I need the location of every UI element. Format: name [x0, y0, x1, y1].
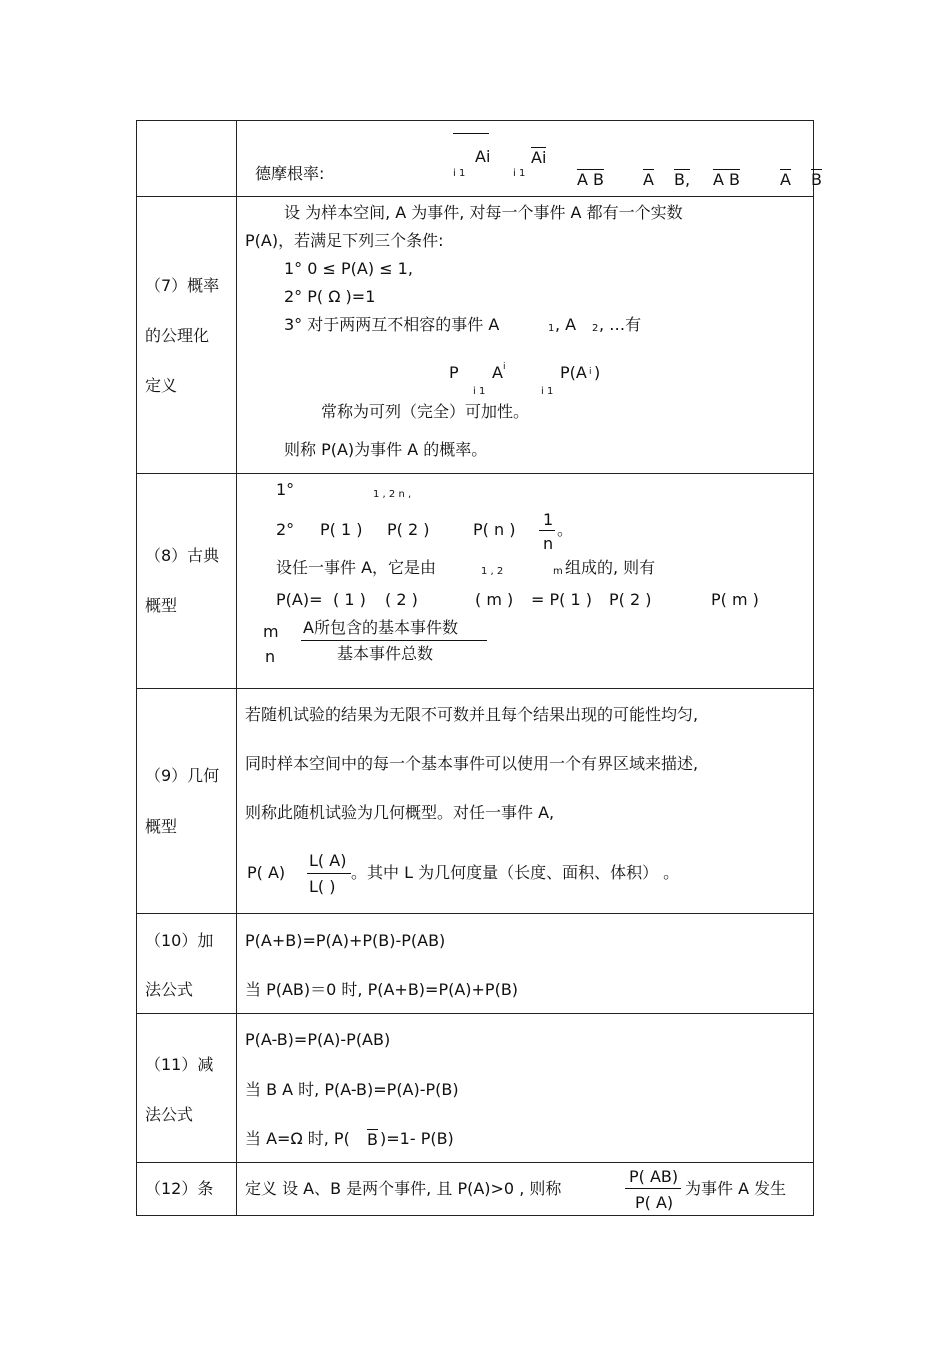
- table-row: [137, 914, 814, 1014]
- text-line: 设任一事件 A，它是由: [276, 558, 437, 577]
- row-label: （11）减: [145, 1055, 214, 1074]
- sum-index: i 1: [541, 386, 554, 397]
- label-cell: [137, 1014, 237, 1163]
- label-block: [137, 1163, 236, 1215]
- row-label: 法公式: [145, 1105, 194, 1124]
- fraction-denominator: L( ): [309, 877, 336, 896]
- label-cell: [137, 689, 237, 914]
- row-label: （9）几何: [145, 766, 220, 785]
- item-number: 1°: [276, 480, 295, 499]
- condition-1: 1° 0 ≤ P(A) ≤ 1,: [284, 259, 413, 278]
- formula-line: 当 B A 时, P(A-B)=P(A)-P(B): [245, 1080, 459, 1099]
- item-number: 2°: [276, 520, 295, 539]
- content-cell: [237, 689, 814, 914]
- subscript: i: [589, 367, 592, 377]
- table-row: [137, 689, 814, 914]
- conditional-probability: [237, 1163, 813, 1215]
- formula-line: 当 A=Ω 时, P(: [245, 1129, 350, 1148]
- label-cell: [137, 1163, 237, 1216]
- fraction-denominator: P( A): [635, 1193, 674, 1212]
- row-label: （10）加: [145, 931, 214, 950]
- label-block: [137, 1014, 236, 1162]
- table-row: [137, 1014, 814, 1163]
- fraction-numerator: 1: [543, 510, 554, 529]
- text-line: 设 为样本空间, A 为事件, 对每一个事件 A 都有一个实数: [284, 203, 683, 222]
- condition-2: 2° P( Ω )=1: [284, 287, 376, 306]
- formula-p: P: [449, 363, 459, 382]
- subscript: m: [553, 566, 563, 577]
- overline-b: B,: [674, 170, 691, 189]
- content-cell: [237, 197, 814, 474]
- formula-term: ( 2 ): [385, 590, 418, 609]
- formula-pa: P(A: [560, 363, 587, 382]
- text-line: 。其中 L 为几何度量（长度、面积、体积） 。: [351, 863, 680, 882]
- content-cell: [237, 1163, 814, 1216]
- fraction-bar: [539, 530, 555, 531]
- geometric-model: [237, 689, 813, 913]
- formula-term: = P( 1 ): [531, 590, 592, 609]
- complement-b: B: [367, 1130, 378, 1149]
- formula-line: P(A-B)=P(A)-P(AB): [245, 1030, 391, 1049]
- row-label: （12）条: [145, 1179, 214, 1198]
- text-fragment: 。: [557, 520, 574, 539]
- row-label: 概型: [145, 817, 178, 836]
- label-block: [137, 689, 236, 913]
- fraction-bar: [625, 1188, 681, 1189]
- label-cell: [137, 914, 237, 1014]
- overline-a: A: [780, 170, 791, 189]
- outcome-sequence: 1 , 2 n ,: [373, 489, 412, 500]
- condition-3: 3° 对于两两互不相容的事件 A: [284, 315, 500, 334]
- subscript: i: [503, 362, 506, 372]
- overline-b: B: [811, 170, 822, 189]
- formula-term: P( 1 ): [320, 520, 363, 539]
- text-line: 若随机试验的结果为无限不可数并且每个结果出现的可能性均匀,: [245, 705, 699, 724]
- text-fragment: 组成的, 则有: [565, 558, 656, 577]
- subscript: 1: [548, 323, 555, 334]
- overline-a: A: [643, 170, 654, 189]
- table-row: [137, 1163, 814, 1216]
- subscript: 2: [592, 323, 599, 334]
- demorgan-label: 德摩根率:: [255, 164, 325, 183]
- text-line: 为事件 A 发生: [685, 1179, 787, 1198]
- text-line: 则称 P(A)为事件 A 的概率。: [284, 440, 488, 459]
- content-cell: [237, 121, 822, 197]
- outcome-sequence: 1 , 2: [481, 566, 504, 577]
- formula-lhs: P( A): [247, 863, 286, 882]
- text-line: 定义 设 A、B 是两个事件, 且 P(A)>0 , 则称: [245, 1179, 562, 1198]
- label-block: [137, 474, 236, 688]
- row-label: 法公式: [145, 980, 194, 999]
- complement-ai: Ai: [531, 148, 547, 167]
- label-cell: [137, 197, 237, 474]
- formula-line: 当 P(AB)＝0 时, P(A+B)=P(A)+P(B): [245, 980, 519, 999]
- fraction-denominator: n: [265, 647, 276, 666]
- formula-term: P( n ): [473, 520, 516, 539]
- formula-term: P( 2 ): [387, 520, 430, 539]
- sum-index: i 1: [473, 386, 486, 397]
- index-label: i 1: [513, 168, 526, 179]
- table-row: [137, 197, 814, 474]
- text-fragment: , A: [555, 315, 577, 334]
- overline-ab: A B: [713, 170, 741, 189]
- union-ai: Ai: [475, 147, 491, 166]
- fraction-numerator: L( A): [309, 851, 347, 870]
- classical-model: [237, 474, 813, 688]
- fraction-numerator: P( AB): [629, 1167, 679, 1186]
- text-line: 则称此随机试验为几何概型。对任一事件 A,: [245, 803, 555, 822]
- content-cell: [237, 1014, 814, 1163]
- content-cell: [237, 474, 814, 689]
- probability-table: [136, 120, 822, 1216]
- text-line: 同时样本空间中的每一个基本事件可以使用一个有界区域来描述,: [245, 754, 699, 773]
- label-cell: [137, 474, 237, 689]
- fraction-bar: [301, 640, 487, 641]
- formula-close: ): [594, 363, 601, 382]
- fraction-numerator: A所包含的基本事件数: [303, 618, 458, 637]
- row-label: 的公理化: [145, 326, 210, 345]
- row-label: （7）概率: [145, 276, 220, 295]
- axiomatic-definition: [237, 197, 813, 473]
- text-fragment: , …有: [599, 315, 642, 334]
- formula-lhs: P(A)=: [276, 590, 323, 609]
- formula-line: P(A+B)=P(A)+P(B)-P(AB): [245, 931, 446, 950]
- fraction-denominator: 基本事件总数: [337, 644, 434, 663]
- table-row: [137, 121, 814, 197]
- label-cell: [137, 121, 237, 197]
- fraction-bar: [307, 873, 351, 874]
- text-line: 常称为可列（完全）可加性。: [321, 402, 530, 421]
- label-block: [137, 197, 236, 473]
- index-label: i 1: [453, 168, 466, 179]
- formula-line: )=1- P(B): [380, 1129, 454, 1148]
- row-label: 定义: [145, 376, 178, 395]
- fraction-numerator: m: [263, 622, 279, 641]
- union-overline: [453, 133, 489, 134]
- fraction-denominator: n: [543, 534, 554, 553]
- formula-term: ( 1 ): [333, 590, 366, 609]
- label-block: [137, 914, 236, 1013]
- row-label: 概型: [145, 596, 178, 615]
- demorgan-content: [237, 121, 822, 196]
- formula-a: A: [492, 363, 503, 382]
- subtraction-formula: [237, 1014, 813, 1162]
- content-cell: [237, 914, 814, 1014]
- formula-term: P( m ): [711, 590, 759, 609]
- text-line: P(A)，若满足下列三个条件:: [245, 231, 444, 250]
- addition-formula: [237, 914, 813, 1013]
- overline-ab: A B: [577, 170, 605, 189]
- formula-term: ( m ): [475, 590, 514, 609]
- row-label: （8）古典: [145, 546, 220, 565]
- table-row: [137, 474, 814, 689]
- formula-term: P( 2 ): [609, 590, 652, 609]
